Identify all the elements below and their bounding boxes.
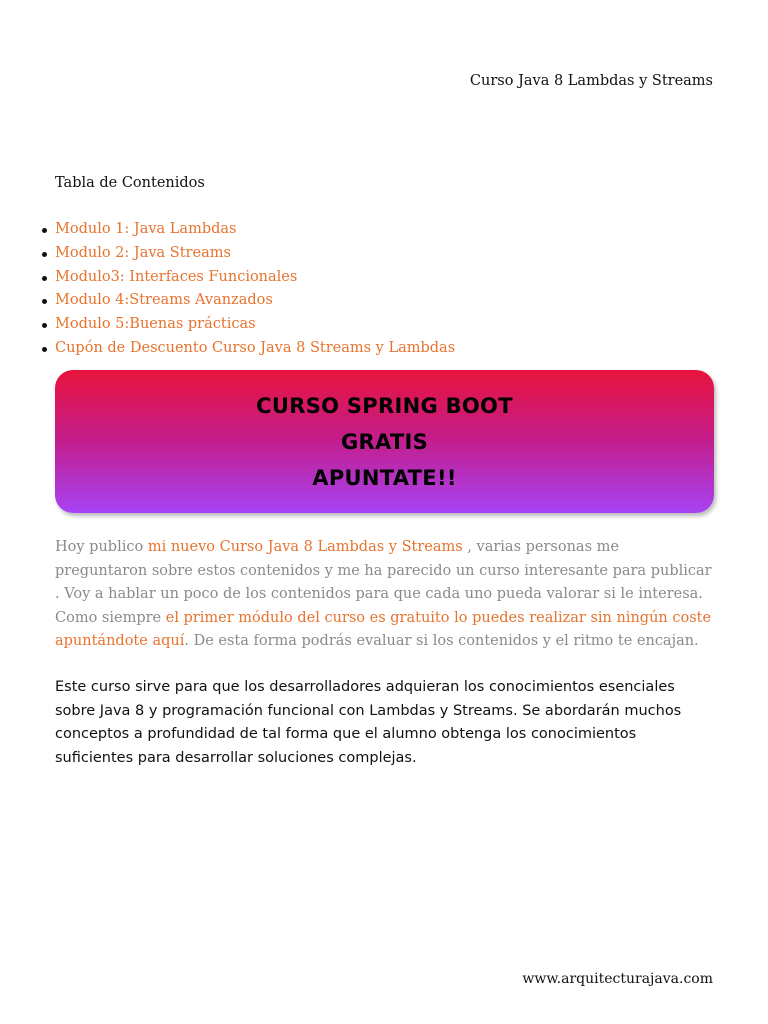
toc-link-modulo-2[interactable]: Modulo 2: Java Streams xyxy=(55,244,231,261)
intro-text: , varias personas me preguntaron sobre estos contenidos y me ha parecido un curso interesante para publicar . Voy a hablar un poco de los contenidos para que cada uno pueda valorar si le interesa. Como siempre xyxy=(55,539,712,626)
bullet-icon xyxy=(42,228,47,233)
intro-text: Hoy publico xyxy=(55,539,148,555)
toc-link-modulo-1[interactable]: Modulo 1: Java Lambdas xyxy=(55,221,237,237)
page-header-title: Curso Java 8 Lambdas y Streams xyxy=(469,73,713,89)
banner-cta: APUNTATE!! xyxy=(312,465,457,490)
intro-text: . De esta forma podrás evaluar si los contenidos y el ritmo te encajan. xyxy=(184,633,699,650)
banner-title: CURSO SPRING BOOT xyxy=(256,393,513,418)
bullet-icon xyxy=(42,323,47,328)
spring-boot-banner[interactable] xyxy=(55,370,714,513)
toc-link-cupon[interactable]: Cupón de Descuento Curso Java 8 Streams y Lambdas xyxy=(55,339,456,356)
intro-paragraph xyxy=(55,536,715,654)
toc-link-modulo-4[interactable]: Modulo 4:Streams Avanzados xyxy=(55,292,273,309)
toc-item xyxy=(55,338,455,362)
footer-site-url: www.arquitecturajava.com xyxy=(522,971,713,987)
description-paragraph: Este curso sirve para que los desarrolladores adquieran los conocimientos esenciales sobre Java 8 y programación funcional con Lambdas y Streams. Se abordarán muchos conceptos a profundidad de tal forma que el alumno obtenga los conocimientos suficientes para desarrollar soluciones complejas. xyxy=(55,679,682,766)
bullet-icon xyxy=(42,299,47,304)
banner-subtitle: GRATIS xyxy=(340,429,429,454)
toc-item xyxy=(55,243,455,267)
toc-link-modulo-5[interactable]: Modulo 5:Buenas prácticas xyxy=(55,316,256,333)
toc-item xyxy=(55,290,455,314)
bullet-icon xyxy=(42,252,47,257)
toc-list xyxy=(55,219,455,362)
course-link[interactable]: mi nuevo Curso Java 8 Lambdas y Streams xyxy=(147,539,463,555)
toc-item xyxy=(55,314,455,338)
free-module-link[interactable]: el primer módulo del curso es gratuito lo puedes realizar sin ningún coste apuntándote aquí xyxy=(55,609,712,650)
toc-heading: Tabla de Contenidos xyxy=(55,175,205,191)
toc-item xyxy=(55,219,455,243)
toc-item xyxy=(55,267,455,291)
toc-link-modulo-3[interactable]: Modulo3: Interfaces Funcionales xyxy=(55,268,298,285)
bullet-icon xyxy=(42,347,47,352)
bullet-icon xyxy=(42,276,47,281)
